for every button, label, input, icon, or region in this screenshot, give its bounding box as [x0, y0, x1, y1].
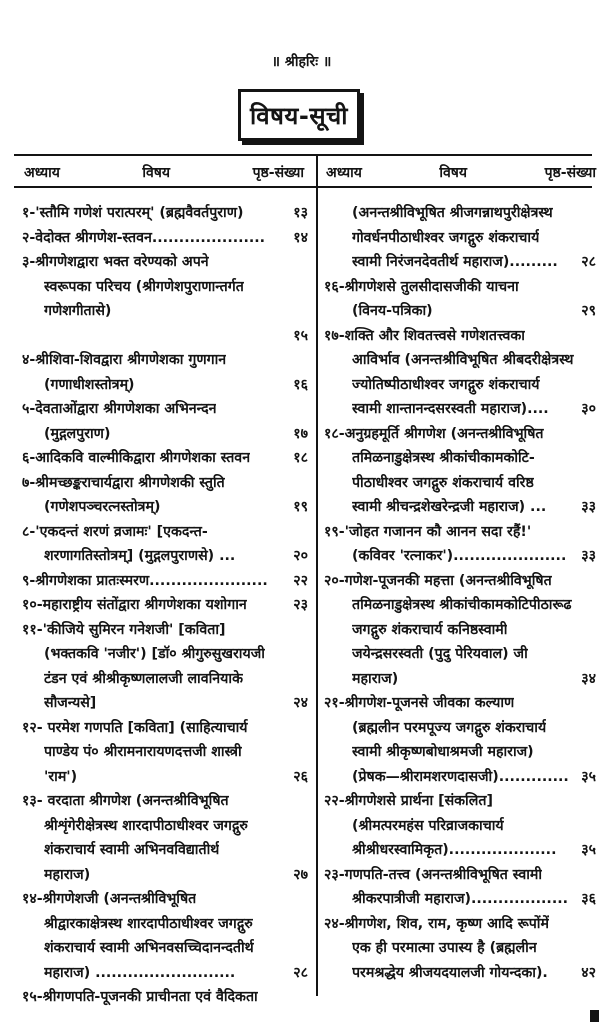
toc-line [324, 226, 596, 251]
toc-line [22, 348, 308, 373]
header-vishay: विषय [142, 164, 171, 181]
toc-page-number [592, 520, 596, 545]
toc-line-text: 'राम') [44, 768, 78, 785]
toc-page-number [592, 226, 596, 251]
toc-page-number [592, 936, 596, 961]
toc-page-number [304, 789, 308, 814]
toc-line [324, 569, 596, 594]
toc-line [22, 495, 308, 520]
toc-line-text: जयेन्द्रसरस्वती (पुदु पेरियवाल) जी [352, 646, 528, 662]
toc-line [22, 520, 308, 545]
toc-line-text: एक ही परमात्मा उपास्य है (ब्रह्मलीन [352, 940, 537, 956]
toc-line-text: (गणेशपञ्चरत्नस्तोत्रम्) [44, 499, 161, 515]
toc-line [22, 544, 308, 569]
toc-line-text: श्रीकरपात्रीजी महाराज).................. [352, 891, 568, 907]
toc-line [324, 373, 596, 398]
toc-page-number [304, 299, 308, 324]
toc-line-text: ५-देवताओंद्वारा श्रीगणेशका अभिनन्दन [22, 401, 217, 417]
toc-line-text: ६-आदिकवि वाल्मीकिद्वारा श्रीगणेशका स्तवन [22, 450, 251, 466]
toc-line [22, 250, 308, 275]
toc-page-number: १९ [293, 499, 308, 515]
header-adhyay-right: अध्याय [326, 164, 362, 181]
toc-line-text: ३-श्रीगणेशद्वारा भक्त वरेण्यको अपने [22, 254, 209, 270]
toc-page-number: ३४ [581, 670, 596, 687]
toc-line [324, 348, 596, 373]
toc-line-text: स्वामी निरंजनदेवतीर्थ महाराज)......... [352, 254, 558, 270]
toc-page-number [304, 985, 308, 1010]
toc-page-number: ३५ [581, 842, 596, 858]
toc-page-number [304, 520, 308, 545]
toc-page-number: २२ [293, 572, 308, 589]
toc-line [22, 789, 308, 814]
toc-line-text: १२- परमेश गणपति [कविता] (साहित्याचार्य [22, 719, 248, 736]
toc-line [22, 765, 308, 790]
toc-page-number: २८ [293, 964, 308, 981]
toc-line-text: २३-गणपति-तत्त्व (अनन्तश्रीविभूषित स्वामी [324, 866, 543, 883]
toc-line [22, 397, 308, 422]
toc-line-text: (कविवर 'रत्नाकर')..................... [352, 548, 567, 564]
toc-page-number [592, 691, 596, 716]
toc-page-number [304, 716, 308, 741]
toc-line [324, 618, 596, 643]
toc-line-text: (मुद्गलपुराण) [44, 425, 111, 442]
toc-line [324, 520, 596, 545]
toc-line-text: महाराज) .......................... [44, 964, 236, 981]
toc-line-text: २-वेदोक्त श्रीगणेश-स्तवन..................... [22, 229, 266, 246]
toc-page-number [592, 642, 596, 667]
toc-line-text: १०-महाराष्ट्रीय संतोंद्वारा श्रीगणेशका यशोगान [22, 597, 247, 613]
toc-line-text: १-'स्तौमि गणेशं परात्परम्' (ब्रह्मवैवर्तपुराण) [22, 205, 244, 221]
toc-page-number [592, 789, 596, 814]
toc-line [324, 740, 596, 765]
toc-line [324, 422, 596, 447]
toc-line [22, 593, 308, 618]
toc-page-number [304, 936, 308, 961]
toc-line [324, 863, 596, 888]
left-column-header [24, 160, 304, 184]
toc-line [22, 838, 308, 863]
toc-page-number [592, 618, 596, 643]
toc-line [22, 569, 308, 594]
toc-page-number [592, 716, 596, 741]
right-contents-column [324, 201, 596, 985]
toc-line [324, 765, 596, 790]
toc-line-text: टंडन एवं श्रीश्रीकृष्णलालजी लावनियाके [44, 670, 243, 687]
toc-page-number [592, 348, 596, 373]
toc-page-number [304, 250, 308, 275]
toc-line [22, 961, 308, 986]
toc-line [22, 642, 308, 667]
right-column-header [326, 160, 596, 184]
toc-line [22, 814, 308, 839]
toc-page-number [592, 593, 596, 618]
toc-line-text: जगद्गुरु शंकराचार्य कनिष्ठस्वामी [352, 621, 508, 638]
toc-line [324, 593, 596, 618]
toc-line-text: तमिळनाडुक्षेत्रस्थ श्रीकांचीकामकोटिपीठारूढ [352, 597, 572, 613]
toc-page-number [592, 422, 596, 447]
header-bottom-rule [14, 186, 592, 188]
toc-page-number [592, 373, 596, 398]
toc-line-text: स्वामी श्रीकृष्णबोधाश्रमजी महाराज) [352, 744, 534, 760]
toc-line-text: श्रीद्वारकाक्षेत्रस्थ शारदापीठाधीश्वर जगद्गुरु [44, 915, 253, 932]
toc-page-number [592, 912, 596, 937]
toc-line-text: तमिळनाडुक्षेत्रस्थ श्रीकांचीकामकोटि- [352, 450, 535, 466]
toc-page-number [304, 471, 308, 496]
toc-page-number: ३६ [581, 891, 596, 907]
toc-page-number [304, 397, 308, 422]
toc-page-number [304, 740, 308, 765]
toc-page-number: १८ [293, 450, 308, 466]
toc-line-text: गणेशगीतासे) [44, 303, 112, 319]
toc-line [324, 887, 596, 912]
toc-line [22, 471, 308, 496]
toc-line-text: (भक्तकवि 'नजीर') [डॉ० श्रीगुरुसुखरायजी [44, 646, 265, 662]
toc-page-number [592, 863, 596, 888]
toc-line-text: स्वामी श्रीचन्द्रशेखरेन्द्रजी महाराज) ... [352, 499, 547, 515]
toc-line [22, 373, 308, 398]
toc-line [324, 275, 596, 300]
page-title: विषय-सूची [238, 89, 360, 141]
toc-line-text: ८-'एकदन्तं शरणं व्रजामः' [एकदन्त- [22, 523, 208, 540]
toc-page-number: २७ [293, 866, 308, 883]
toc-line [324, 691, 596, 716]
toc-page-number [592, 324, 596, 349]
toc-line [22, 667, 308, 692]
toc-line [324, 471, 596, 496]
column-divider [316, 156, 318, 996]
toc-line [22, 618, 308, 643]
toc-line [324, 250, 596, 275]
toc-page-number: २३ [293, 597, 308, 613]
toc-line [324, 446, 596, 471]
toc-page-number [304, 275, 308, 300]
left-contents-column [22, 201, 308, 1010]
toc-line [22, 201, 308, 226]
toc-line-text: शंकराचार्य स्वामी अभिनवसच्चिदानन्दतीर्थ [44, 940, 254, 956]
toc-line-text: (प्रेषक—श्रीरामशरणदासजी)............. [352, 768, 569, 785]
toc-line-text: आविर्भाव (अनन्तश्रीविभूषित श्रीबदरीक्षेत्रस्थ [352, 352, 574, 368]
toc-line [324, 324, 596, 349]
toc-line [22, 226, 308, 251]
toc-page-number: २८ [581, 254, 596, 270]
toc-line-text: ४-श्रीशिवा-शिवद्वारा श्रीगणेशका गुणगान [22, 352, 227, 368]
toc-page-number: २४ [293, 695, 308, 711]
toc-line-text: गोवर्धनपीठाधीश्वर जगद्गुरु शंकराचार्य [352, 229, 540, 246]
toc-page-number [304, 838, 308, 863]
toc-line-text: (ब्रह्मलीन परमपूज्य जगद्गुरु शंकराचार्य [352, 719, 547, 736]
toc-line [22, 740, 308, 765]
toc-line-text: १७-शक्ति और शिवतत्त्वसे गणेशतत्त्वका [324, 327, 525, 344]
toc-line-text: १४-श्रीगणेशजी (अनन्तश्रीविभूषित [22, 891, 197, 907]
toc-line [22, 716, 308, 741]
toc-page-number: १७ [293, 425, 308, 442]
toc-line [324, 936, 596, 961]
toc-line-text: शंकराचार्य स्वामी अभिनवविद्यातीर्थ [44, 842, 220, 858]
toc-page-number: ३३ [581, 548, 596, 564]
toc-line [22, 887, 308, 912]
toc-page-number: १३ [293, 205, 308, 221]
header-top-rule [14, 154, 592, 156]
toc-line-text: १६-श्रीगणेशसे तुलसीदासजीकी याचना [324, 278, 519, 295]
toc-page-number [592, 446, 596, 471]
toc-line [324, 544, 596, 569]
toc-line-text: २४-श्रीगणेश, शिव, राम, कृष्ण आदि रूपोंमें [324, 915, 549, 932]
toc-line-text: महाराज) [44, 866, 91, 883]
toc-line [324, 495, 596, 520]
toc-line-text: पीठाधीश्वर जगद्गुरु शंकराचार्य वरिष्ठ [352, 474, 534, 491]
toc-page-number [304, 667, 308, 692]
toc-page-number: २० [293, 548, 308, 564]
toc-line [324, 397, 596, 422]
toc-line-text: ज्योतिष्पीठाधीश्वर जगद्गुरु शंकराचार्य [352, 376, 540, 393]
toc-page-number: १६ [293, 376, 308, 393]
toc-page-number [304, 887, 308, 912]
toc-page-number [592, 471, 596, 496]
toc-page-number [592, 814, 596, 839]
toc-line [22, 446, 308, 471]
toc-line [22, 912, 308, 937]
toc-line [324, 667, 596, 692]
toc-line-text: श्रीश्रीधरस्वामिकृत).................... [352, 842, 557, 858]
toc-line [324, 961, 596, 986]
toc-line [22, 275, 308, 300]
header-adhyay: अध्याय [24, 164, 60, 181]
toc-page-number: २६ [293, 768, 308, 785]
toc-line-text: ११-'कीजिये सुमिरन गनेशजी' [कविता] [22, 621, 226, 638]
toc-line [324, 789, 596, 814]
toc-page-number [304, 618, 308, 643]
toc-page-number [304, 642, 308, 667]
toc-line [22, 299, 308, 324]
toc-line-text: महाराज) [352, 670, 399, 687]
toc-line [22, 936, 308, 961]
toc-line [22, 985, 308, 1010]
toc-line [324, 912, 596, 937]
toc-page-number: १५ [293, 327, 308, 344]
toc-line [324, 838, 596, 863]
toc-line-text: स्वामी शान्तानन्दसरस्वती महाराज).... [352, 401, 549, 417]
toc-line-text: १५-श्रीगणपति-पूजनकी प्राचीनता एवं वैदिकता [22, 989, 258, 1005]
toc-line-text: २०-गणेश-पूजनकी महत्ता (अनन्तश्रीविभूषित [324, 572, 552, 589]
toc-line-text: परमश्रद्धेय श्रीजयदयालजी गोयन्दका). [352, 964, 548, 981]
toc-page-number: ३० [581, 401, 596, 417]
toc-line-text: (विनय-पत्रिका) [352, 303, 433, 319]
toc-line [22, 691, 308, 716]
toc-line [22, 324, 308, 349]
header-vishay-right: विषय [439, 164, 468, 181]
toc-line [324, 299, 596, 324]
toc-page-number [592, 569, 596, 594]
toc-page-number [592, 275, 596, 300]
toc-line [324, 642, 596, 667]
toc-page-number: १४ [293, 229, 308, 246]
toc-page-number [592, 201, 596, 226]
toc-line [22, 863, 308, 888]
toc-line [22, 422, 308, 447]
page-invocation: ॥ श्रीहरिः ॥ [271, 54, 332, 70]
toc-line-text: (गणाधीशस्तोत्रम्) [44, 376, 135, 393]
toc-line-text: (अनन्तश्रीविभूषित श्रीजगन्नाथपुरीक्षेत्रस्थ [352, 205, 553, 221]
page-corner-marker [590, 1010, 599, 1022]
toc-line-text: (श्रीमत्परमहंस परिव्राजकाचार्य [352, 817, 504, 834]
toc-line-text: सौजन्यसे] [44, 695, 97, 711]
toc-line-text: श्रीशृंगेरीक्षेत्रस्थ शारदापीठाधीश्वर जगद्गुरु [44, 817, 248, 834]
toc-line-text: २१-श्रीगणेश-पूजनसे जीवका कल्याण [324, 695, 515, 711]
toc-line-text: २२-श्रीगणेशसे प्रार्थना [संकलित] [324, 793, 493, 809]
toc-line-text: पाण्डेय पं० श्रीरामनारायणदत्तजी शास्त्री [44, 744, 242, 760]
toc-line-text: स्वरूपका परिचय (श्रीगणेशपुराणान्तर्गत [44, 278, 244, 295]
toc-line [324, 201, 596, 226]
toc-line [324, 716, 596, 741]
toc-page-number: ३३ [581, 499, 596, 515]
toc-line-text: १८-अनुग्रहमूर्ति श्रीगणेश (अनन्तश्रीविभूषित [324, 425, 544, 442]
toc-page-number: २९ [581, 303, 596, 319]
toc-line [324, 814, 596, 839]
toc-line-text: ९-श्रीगणेशका प्रातःस्मरण...................... [22, 572, 268, 589]
header-page: पृष्ठ-संख्या [252, 164, 304, 181]
toc-page-number [304, 912, 308, 937]
toc-page-number: ३५ [581, 768, 596, 785]
toc-line-text: १३- वरदाता श्रीगणेश (अनन्तश्रीविभूषित [22, 793, 229, 809]
header-page-right: पृष्ठ-संख्या [544, 164, 596, 181]
toc-line-text: १९-'जोहत गजानन कौ आनन सदा रहैं!' [324, 523, 532, 540]
toc-line-text: ७-श्रीमच्छङ्कराचार्यद्वारा श्रीगणेशकी स्तुति [22, 474, 225, 491]
toc-page-number [304, 348, 308, 373]
toc-page-number [304, 814, 308, 839]
toc-line-text: शरणागतिस्तोत्रम्] (मुद्गलपुराणसे) ... [44, 548, 236, 564]
toc-page-number: ४२ [581, 964, 596, 981]
toc-page-number [592, 740, 596, 765]
